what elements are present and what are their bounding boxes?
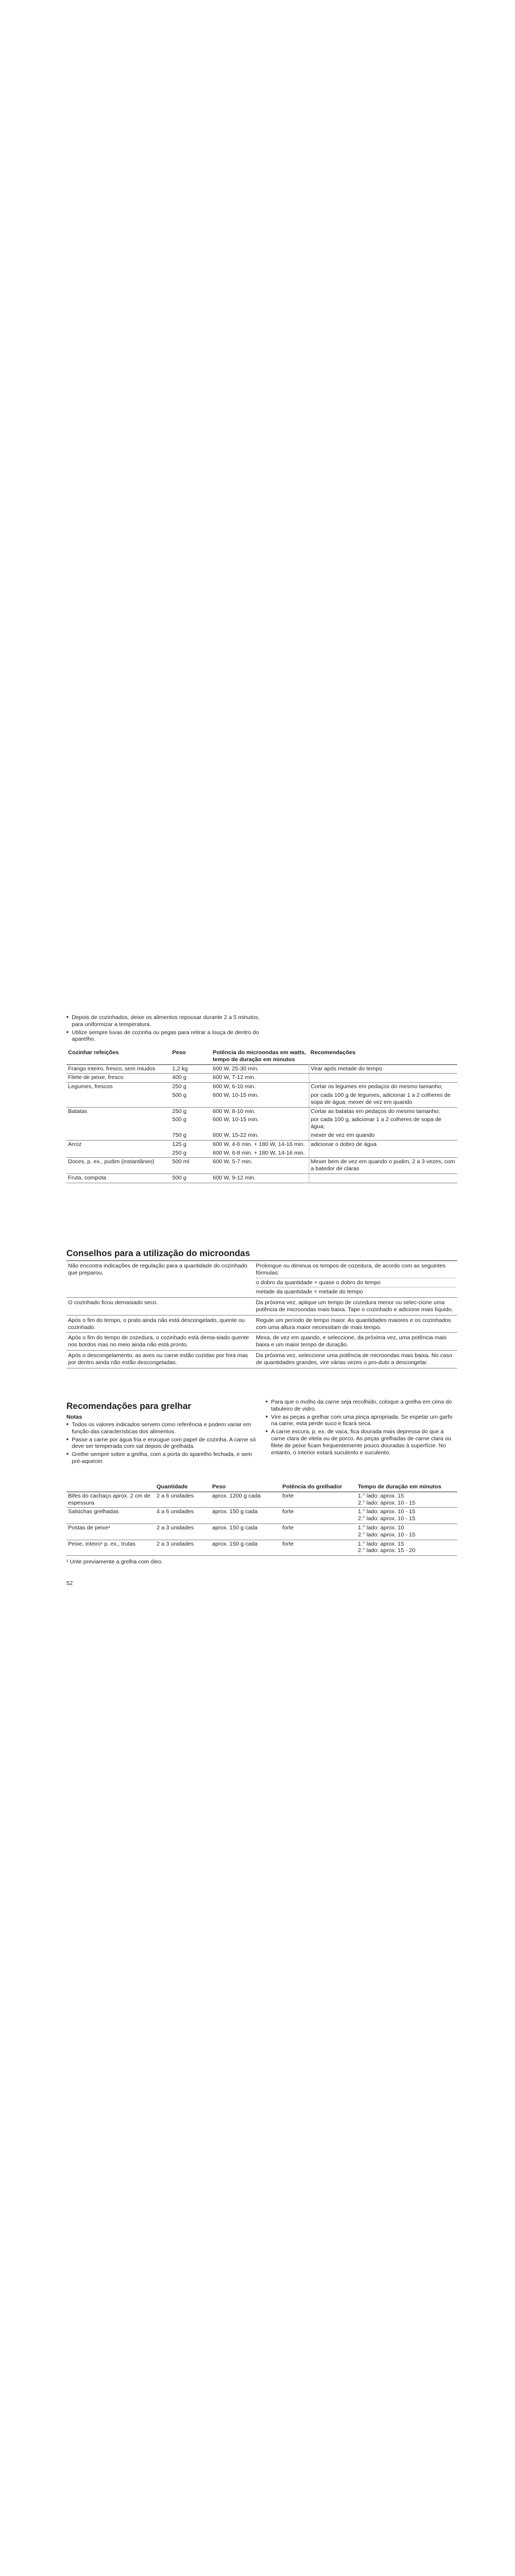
cell-weight: 500 g xyxy=(172,1174,187,1181)
table-row xyxy=(66,1508,457,1524)
cell-power: 600 W, 4-6 min. + 180 W, 14-16 min. xyxy=(213,1141,305,1148)
tip-problem: Não encontra indicações de regulação para a quantidade do cozinhado que preparou. xyxy=(68,1263,248,1276)
notes-left-list xyxy=(66,1421,258,1466)
cell-weight: aprox. 1200 g cada xyxy=(212,1492,261,1499)
cell-item: Salsichas grelhadas xyxy=(68,1508,119,1515)
note-item: ■ Grelhe sempre sobre a grelha, com a porta do aparelho fechada, e sem pré-aquecer. xyxy=(66,1451,258,1465)
tip-solution-line: Prolongue ou diminua os tempos de cozedura, de acordo com as seguintes fórmulas: xyxy=(256,1263,446,1276)
cell-power: 600 W, 9-12 min. xyxy=(213,1174,256,1181)
cell-time xyxy=(356,1523,457,1540)
tip-problem: Após o fim do tempo de cozedura, o cozinhado está dema-siado quente nos bordos mas no meio ainda não está pronto. xyxy=(68,1334,249,1348)
cell-tip: Virar após metade do tempo xyxy=(309,1064,457,1074)
cell-weight: 400 g xyxy=(172,1074,187,1081)
table-row xyxy=(66,1083,457,1091)
cell-tip xyxy=(309,1174,457,1183)
time-line: 1.° lado: aprox. 10 - 15 xyxy=(358,1508,416,1515)
cell-qty: 2 a 3 unidades xyxy=(157,1540,194,1547)
col-header xyxy=(66,1483,155,1492)
cell-power: forte xyxy=(282,1524,294,1531)
col-header: Quantidade xyxy=(157,1483,188,1490)
table-row xyxy=(66,1174,457,1183)
tip-solution: Da próxima vez, seleccione uma potência de microondas mais baixa. No caso de quantidades grandes, vire várias vezes o pro-duto a descongelar. xyxy=(256,1352,452,1366)
grill-table-header xyxy=(66,1483,457,1492)
time-line: 2.° lado: aprox. 15 - 20 xyxy=(358,1547,416,1554)
cell-tip: por cada 100 g de legumes, adicionar 1 a 2 colheres de sopa de água; mexer de vez em quando xyxy=(309,1091,457,1107)
cell-item: Peixe, inteiro¹ p. ex., trutas xyxy=(68,1540,135,1547)
col-header: Potência do microondas em watts, tempo de duração em minutos xyxy=(213,1049,306,1063)
table-row xyxy=(66,1158,457,1174)
tip-problem: Após o descongelamento, as aves ou carne estão cozidas por fora mas por dentro ainda não estão descongeladas. xyxy=(68,1352,248,1366)
time-line: 2.° lado: aprox. 10 - 15 xyxy=(358,1531,416,1538)
cooking-table xyxy=(66,1049,457,1183)
cell-dish: Filete de peixe, fresco xyxy=(68,1074,124,1081)
cell-power: 600 W, 25-30 min. xyxy=(213,1065,259,1072)
cell-weight: 1,2 kg xyxy=(172,1065,188,1072)
cell-power: 600 W, 7-12 min. xyxy=(213,1074,256,1081)
cell-weight: aprox. 150 g cada xyxy=(212,1524,258,1531)
tip-solution: Da próxima vez, aplique um tempo de cozedura menor ou selec-cione uma potência de microondas mais baixa. Tape o cozinhado e adicione mais líquido. xyxy=(256,1299,453,1313)
cell-weight: aprox. 150 g cada xyxy=(212,1508,258,1515)
table-row xyxy=(66,1492,457,1508)
tip-solution-line: metade da quantidade = metade do tempo xyxy=(256,1287,456,1296)
page-number: 52 xyxy=(66,1580,73,1587)
note-item: ■ Para que o molho da carne seja recolhido, coloque a grelha em cima do tabuleiro de vidro. xyxy=(266,1399,457,1413)
cell-dish: Legumes, frescos xyxy=(68,1083,113,1090)
cell-weight: 125 g xyxy=(172,1141,187,1148)
col-header: Recomendações xyxy=(310,1049,356,1056)
cell-dish: Fruta, compota xyxy=(68,1174,106,1181)
cell-power: 600 W, 15-22 min. xyxy=(213,1131,259,1138)
note-item: ■ Todos os valores indicados servem como referência e podem variar em função das características dos alimentos. xyxy=(66,1421,258,1435)
table-row xyxy=(66,1333,457,1351)
cell-weight: aprox. 150 g cada xyxy=(212,1540,258,1547)
intro-notes-list xyxy=(66,1014,261,1044)
table-row xyxy=(66,1131,457,1140)
tip-solution-line: o dobro da quantidade = quase o dobro do tempo xyxy=(256,1278,456,1286)
table-row xyxy=(66,1140,457,1149)
table-row xyxy=(66,1107,457,1116)
col-header: Peso xyxy=(212,1483,226,1490)
cell-tip: Cortar as batatas em pedaços do mesmo tamanho; xyxy=(309,1107,457,1116)
cell-power: forte xyxy=(282,1508,294,1515)
tip-problem: O cozinhado ficou demasiado seco. xyxy=(68,1299,158,1306)
cell-power: 600 W, 10-15 min. xyxy=(213,1116,259,1123)
note-item: ■ Passe a carne por água fria e enxugue com papel de cozinha. A carne só deve ser temperada com sal depois de grelhada. xyxy=(66,1437,258,1451)
cell-power: forte xyxy=(282,1492,294,1499)
cell-item: Postas de peixe¹ xyxy=(68,1524,111,1531)
cell-power: 600 W, 10-15 min. xyxy=(213,1091,259,1098)
col-header: Peso xyxy=(172,1049,186,1056)
time-line: 1.° lado: aprox. 15 xyxy=(358,1540,404,1547)
cell-weight: 250 g xyxy=(172,1149,187,1156)
cooking-table-header xyxy=(66,1049,457,1064)
tip-problem: Após o fim do tempo, o prato ainda não está descongelado, quente ou cozinhado. xyxy=(68,1317,245,1331)
cell-tip: por cada 100 g, adicionar 1 a 2 colheres de sopa de água; xyxy=(309,1116,457,1131)
cell-dish xyxy=(66,1131,171,1140)
cell-tip: Cortar os legumes em pedaços do mesmo tamanho; xyxy=(309,1083,457,1091)
grill-table xyxy=(66,1483,457,1556)
intro-note: ■ Utilize sempre luvas de cozinha ou pegas para retirar a louça de dentro do aparelho. xyxy=(66,1029,261,1043)
table-row xyxy=(66,1149,457,1158)
cell-power: forte xyxy=(282,1540,294,1547)
footnote: ¹ Unte previamente a grelha com óleo. xyxy=(66,1559,163,1565)
table-row xyxy=(66,1261,457,1298)
cell-qty: 2 a 6 unidades xyxy=(157,1492,194,1499)
tips-section-title: Conselhos para a utilização do microondas xyxy=(66,1249,250,1258)
cell-weight: 750 g xyxy=(172,1131,187,1138)
time-line: 1.° lado: aprox. 15 xyxy=(358,1492,404,1499)
cell-tip: mexer de vez em quando xyxy=(309,1131,457,1140)
cell-dish: Batatas xyxy=(68,1108,87,1115)
cell-tip xyxy=(309,1149,457,1158)
col-header: Potência do grelhador xyxy=(282,1483,342,1490)
cell-weight: 250 g xyxy=(172,1108,187,1115)
time-line: 2.° lado: aprox. 10 - 15 xyxy=(358,1499,416,1506)
cell-dish: Doces, p. ex., pudim (instantâneo) xyxy=(68,1158,154,1165)
cell-weight: 250 g xyxy=(172,1083,187,1090)
table-row xyxy=(66,1091,457,1107)
cell-time xyxy=(356,1492,457,1508)
cell-weight: 500 ml xyxy=(172,1158,189,1165)
time-line: 2.° lado: aprox. 10 - 15 xyxy=(358,1515,416,1522)
cell-tip xyxy=(309,1074,457,1083)
col-header: Tempo de duração em minutos xyxy=(358,1483,442,1490)
cell-qty: 4 a 6 unidades xyxy=(157,1508,194,1515)
cell-dish xyxy=(66,1116,171,1131)
table-row xyxy=(66,1523,457,1540)
cell-time xyxy=(356,1508,457,1524)
note-item: ■ Vire as peças a grelhar com uma pinça apropriada. Se espetar um garfo na carne, esta perde suco e ficará seca. xyxy=(266,1414,457,1428)
col-header: Cozinhar refeições xyxy=(68,1049,119,1056)
cell-power: 600 W, 5-7 min. xyxy=(213,1158,253,1165)
cell-item: Bifes do cachaço aprox. 2 cm de espessura xyxy=(68,1492,151,1506)
cell-dish: Frango inteiro, fresco, sem miudos xyxy=(68,1065,155,1072)
cell-tip: adicionar o dobro de água xyxy=(309,1140,457,1149)
tip-solution: Mexa, de vez em quando, e seleccione, da próxima vez, uma potência mais baixa e um maior tempo de duração. xyxy=(256,1334,447,1348)
cell-qty: 2 a 3 unidades xyxy=(157,1524,194,1531)
table-row xyxy=(66,1064,457,1074)
tip-solution: Regule um período de tempo maior. As quantidades maiores e os cozinhados com uma altura maior necessitam de mais tempo. xyxy=(256,1317,451,1331)
cell-tip: Mexer bem de vez em quando o pudim, 2 a 3 vezes, com a batedor de claras xyxy=(309,1158,457,1174)
table-row xyxy=(66,1074,457,1083)
cell-weight: 500 g xyxy=(172,1091,187,1098)
cell-dish xyxy=(66,1091,171,1107)
note-item: ■ A carne escura, p. ex. de vaca, fica dourada mais depressa do que a carne clara de vitela ou de porco. As peças grelhadas de carne clara ou filete de peixe ficam frequentemente pouco douradas à superfície. No entanto, o interior estará suculento e suculento. xyxy=(266,1428,457,1456)
cell-weight: 500 g xyxy=(172,1116,187,1123)
table-row xyxy=(66,1350,457,1368)
table-row xyxy=(66,1540,457,1556)
cell-power: 600 W, 8-10 min. xyxy=(213,1108,256,1115)
time-line: 1.° lado: aprox. 10 xyxy=(358,1524,404,1531)
grill-section-title: Recomendações para grelhar xyxy=(66,1401,192,1411)
cell-dish xyxy=(66,1149,171,1158)
table-row xyxy=(66,1315,457,1333)
tips-table xyxy=(66,1260,457,1368)
table-row xyxy=(66,1116,457,1131)
intro-note: ■ Depois de cozinhados, deixe os alimentos repousar durante 2 a 5 minutos, para uniformizar a temperatura. xyxy=(66,1014,261,1028)
notes-title: Notas xyxy=(66,1414,83,1420)
cell-time xyxy=(356,1540,457,1556)
cell-dish: Arroz xyxy=(68,1141,82,1148)
cell-power: 600 W, 6-8 min. + 180 W, 14-16 min. xyxy=(213,1149,305,1156)
table-row xyxy=(66,1298,457,1316)
cell-power: 600 W, 6-10 min. xyxy=(213,1083,256,1090)
tip-solution xyxy=(254,1261,457,1298)
notes-right-list xyxy=(266,1399,457,1457)
